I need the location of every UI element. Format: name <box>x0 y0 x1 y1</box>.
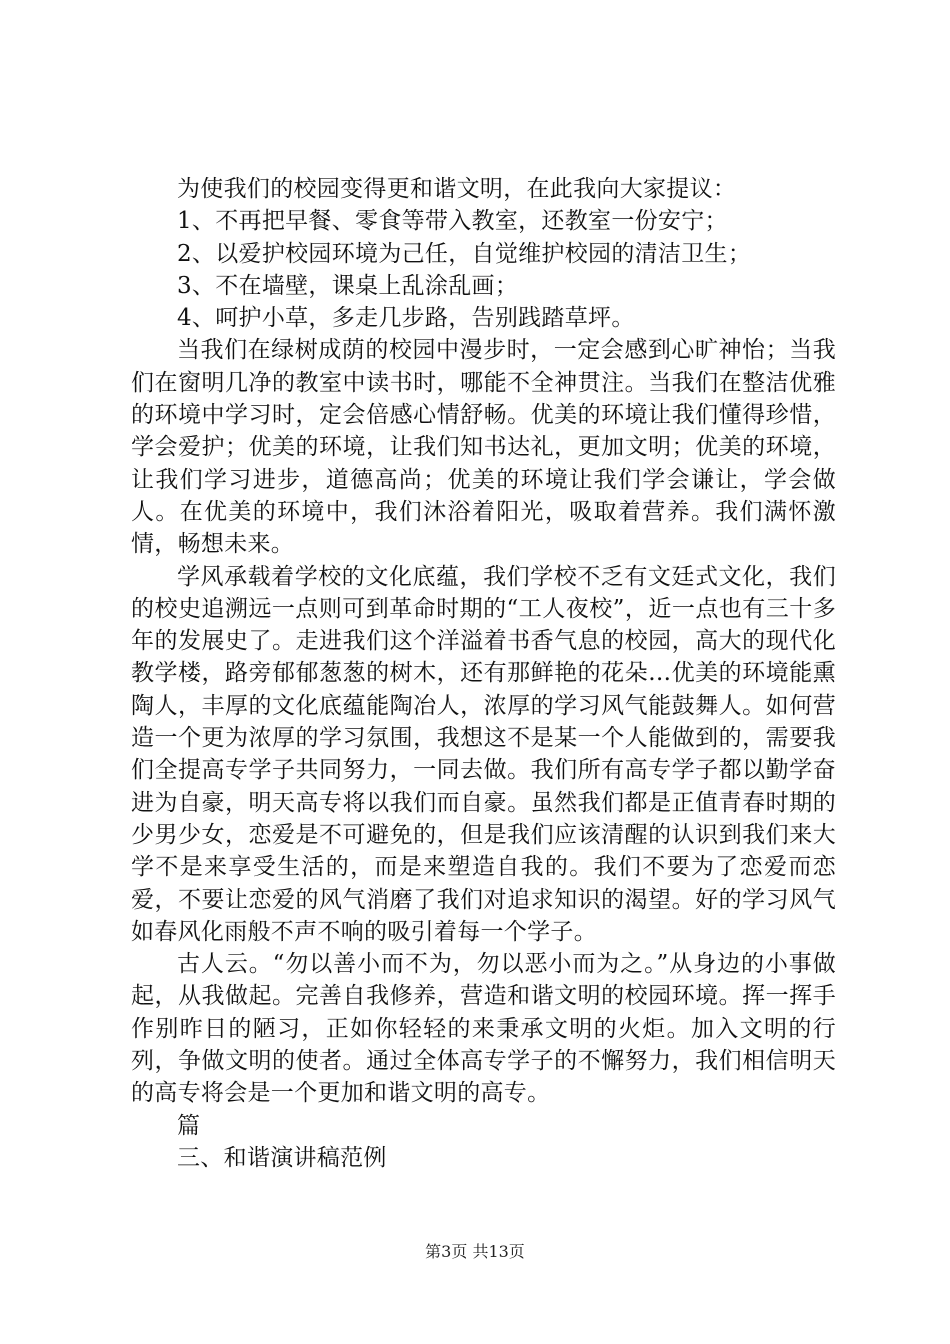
paragraph-environment: 当我们在绿树成荫的校园中漫步时，一定会感到心旷神怡；当我们在窗明几净的教室中读书时，哪能不全神贯注。当我们在整洁优雅的环境中学习时，定会倍感心情舒畅。优美的环境让我们懂得珍惜，学会爱护；优美的环境，让我们知书达礼，更加文明；优美的环境，让我们学习进步，道德高尚；优美的环境让我们学会谦让，学会做人。在优美的环境中，我们沐浴着阳光，吸取着营养。我们满怀激情，畅想未来。 <box>131 337 836 558</box>
section-marker: 篇 <box>177 1112 201 1139</box>
page-number: 第3页 共13页 <box>425 1242 525 1261</box>
proposal-item-1: 1、不再把早餐、零食等带入教室，还教室一份安宁； <box>177 208 728 235</box>
proposal-item-3: 3、不在墙壁，课桌上乱涂乱画； <box>177 272 519 299</box>
paragraph-conclusion: 古人云。“勿以善小而不为，勿以恶小而为之。”从身边的小事做起，从我做起。完善自我修养，营造和谐文明的校园环境。挥一挥手作别昨日的陋习，正如你轻轻的来秉承文明的火炬。加入文明的行列，争做文明的使者。通过全体高专学子的不懈努力，我们相信明天的高专将会是一个更加和谐文明的高专。 <box>131 951 836 1107</box>
page-footer <box>0 1242 950 1262</box>
paragraph-study-style: 学风承载着学校的文化底蕴，我们学校不乏有文廷式文化，我们的校史追溯远一点则可到革命时期的“工人夜校”，近一点也有三十多年的发展史了。走进我们这个洋溢着书香气息的校园，高大的现代化教学楼，路旁郁郁葱葱的树木，还有那鲜艳的花朵…优美的环境能熏陶人，丰厚的文化底蕴能陶冶人，浓厚的学习风气能鼓舞人。如何营造一个更为浓厚的学习氛围，我想这不是某一个人能做到的，需要我们全提高专学子共同努力，一同去做。我们所有高专学子都以勤学奋进为自豪，明天高专将以我们而自豪。虽然我们都是正值青春时期的少男少女，恋爱是不可避免的，但是我们应该清醒的认识到我们来大学不是来享受生活的，而是来塑造自我的。我们不要为了恋爱而恋爱，不要让恋爱的风气消磨了我们对追求知识的渴望。好的学习风气如春风化雨般不声不响的吸引着每一个学子。 <box>131 563 836 945</box>
proposal-item-2: 2、以爱护校园环境为己任，自觉维护校园的清洁卫生； <box>177 240 752 267</box>
section-heading: 三、和谐演讲稿范例 <box>177 1144 387 1171</box>
document-body <box>131 173 836 1174</box>
proposal-intro: 为使我们的校园变得更和谐文明，在此我向大家提议： <box>177 176 737 202</box>
proposal-item-4: 4、呵护小草，多走几步路，告别践踏草坪。 <box>177 305 635 332</box>
